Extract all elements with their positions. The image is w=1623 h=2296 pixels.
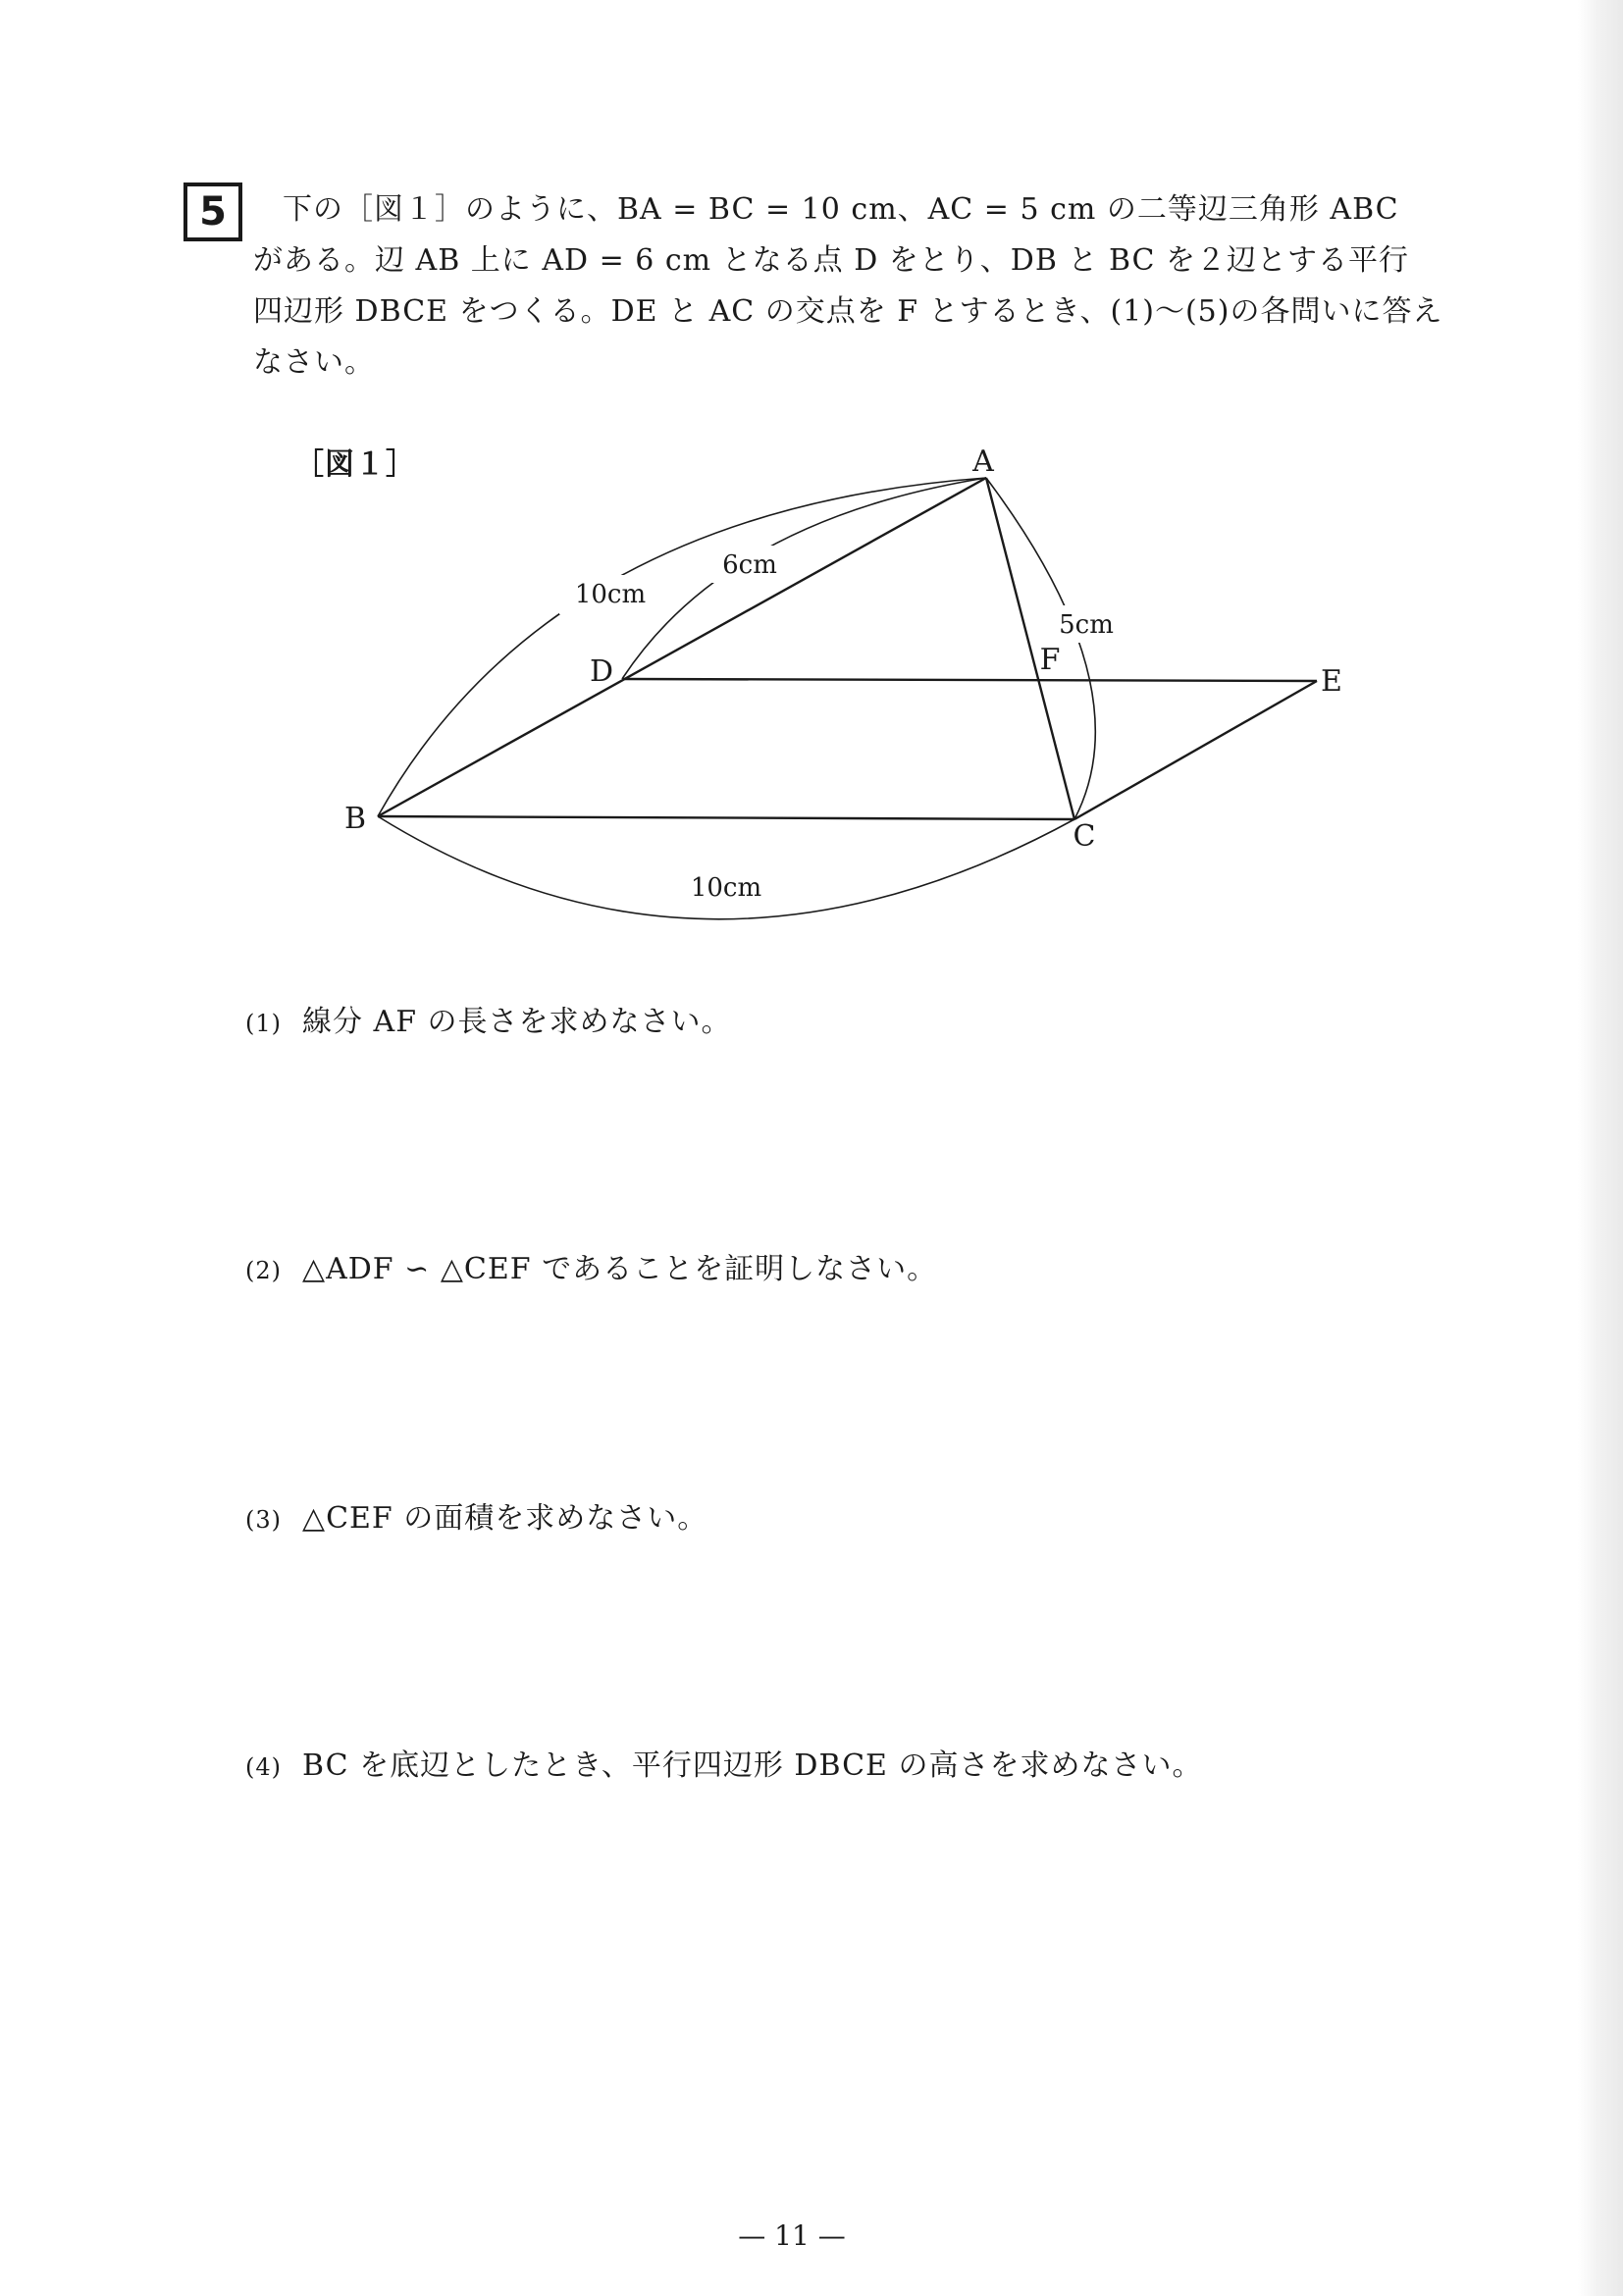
question-text: BC を底辺としたとき、平行四辺形 DBCE の高さを求めなさい。 xyxy=(302,1748,1203,1783)
point-label-d: D xyxy=(589,654,614,689)
problem-statement-line: 下の［図１］のように、BA = BC = 10 cm、AC = 5 cm の二等辺三角形 ABC xyxy=(283,192,1399,227)
segment-ac xyxy=(986,478,1074,819)
question-number: (3) xyxy=(245,1506,282,1534)
problem-statement-line: なさい。 xyxy=(253,345,375,380)
point-label-e: E xyxy=(1321,664,1342,699)
page-number: — 11 — xyxy=(738,2219,846,2252)
question-number: (2) xyxy=(245,1257,282,1284)
question-text: △CEF の面積を求めなさい。 xyxy=(302,1501,708,1536)
figure-label: ［図１］ xyxy=(294,447,416,482)
point-label-c: C xyxy=(1073,819,1096,854)
problem-statement-line: 四辺形 DBCE をつくる。DE と AC の交点を F とするとき、(1)〜(5)の各問いに答え xyxy=(253,294,1443,329)
question-text: △ADF ∽ △CEF であることを証明しなさい。 xyxy=(302,1252,938,1286)
question-number: (1) xyxy=(245,1010,282,1037)
segment-ab xyxy=(378,478,986,816)
segment-ce xyxy=(1074,681,1317,819)
question-3 xyxy=(245,1493,707,1537)
question-number: (4) xyxy=(245,1753,282,1781)
segment-de xyxy=(622,679,1317,681)
measure-label-ac: 5cm xyxy=(1059,610,1114,640)
measure-label-ad: 6cm xyxy=(722,550,777,580)
segment-bc xyxy=(378,816,1074,819)
measure-label-ab: 10cm xyxy=(574,580,647,609)
point-label-a: A xyxy=(972,444,994,479)
question-4 xyxy=(245,1741,1202,1784)
question-1 xyxy=(245,997,732,1040)
measure-label-bc: 10cm xyxy=(690,873,762,903)
point-label-b: B xyxy=(343,802,367,836)
question-text: 線分 AF の長さを求めなさい。 xyxy=(302,1005,732,1039)
question-2 xyxy=(245,1244,937,1287)
problem-statement-line: がある。辺 AB 上に AD = 6 cm となる点 D をとり、DB と BC を２辺とする平行 xyxy=(253,243,1410,278)
geometry-figure xyxy=(0,0,1623,981)
point-label-f: F xyxy=(1039,643,1061,677)
problem-number-box: 5 xyxy=(183,183,242,241)
